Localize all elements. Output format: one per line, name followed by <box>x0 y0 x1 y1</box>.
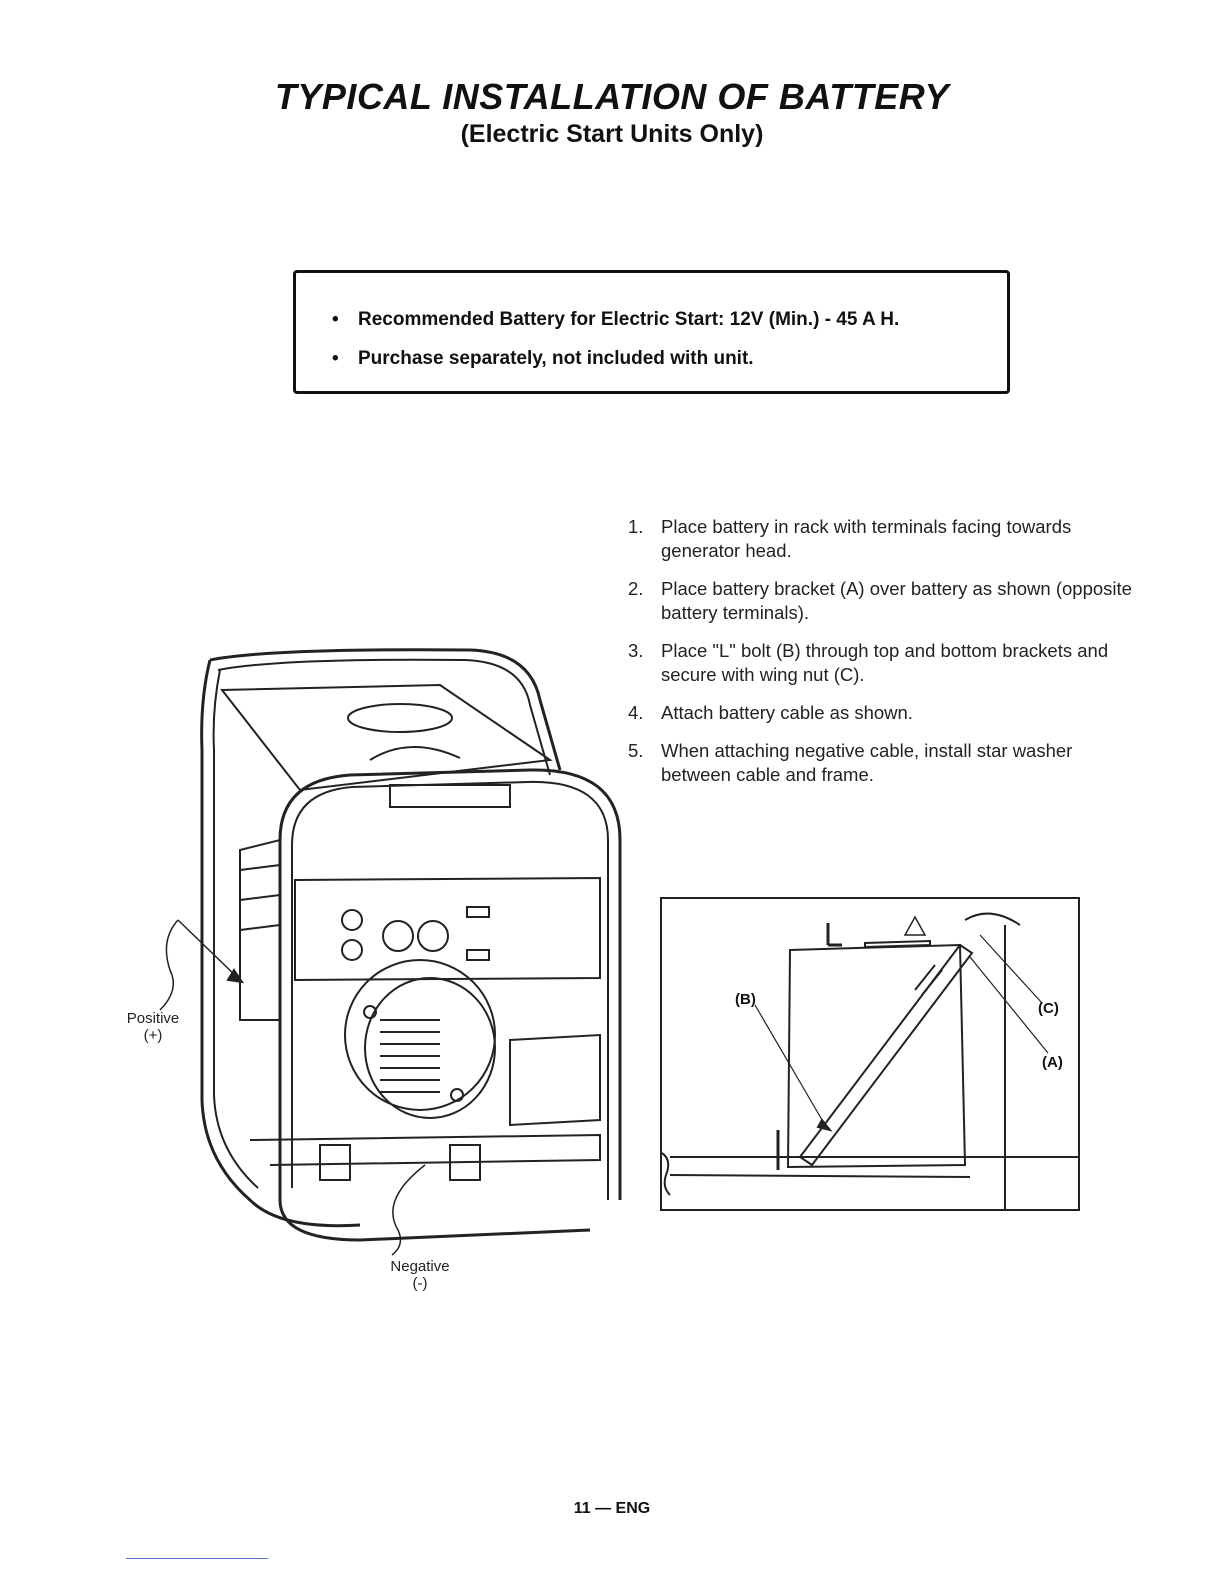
positive-sign-text: (+) <box>143 1027 163 1044</box>
positive-label-text: Positive <box>126 1010 180 1027</box>
step-number: 3. <box>628 640 644 661</box>
negative-terminal-label <box>380 1258 460 1292</box>
page-subtitle: (Electric Start Units Only) <box>460 120 764 148</box>
positive-terminal-label <box>118 1010 188 1044</box>
step-number: 2. <box>628 578 644 599</box>
notice-item <box>332 309 899 331</box>
label-wing-nut-c: (C) <box>1038 1000 1059 1017</box>
negative-sign-text: (-) <box>412 1275 428 1292</box>
step-text: Place battery in rack with terminals facing towards generator head. <box>661 516 1072 561</box>
label-l-bolt-b: (B) <box>735 991 756 1008</box>
battery-bracket-detail <box>660 895 1084 1213</box>
page-number: 11 — ENG <box>573 1500 651 1517</box>
bullet-icon: • <box>332 309 339 330</box>
notice-item-text: Purchase separately, not included with unit. <box>358 348 754 369</box>
step-number: 4. <box>628 702 644 723</box>
footer-rule <box>126 1558 268 1559</box>
step-text: Attach battery cable as shown. <box>661 702 913 723</box>
label-bracket-a: (A) <box>1042 1054 1063 1071</box>
negative-label-text: Negative <box>390 1258 450 1275</box>
step-number: 5. <box>628 740 644 761</box>
battery-notice-box <box>293 270 1010 394</box>
step-item <box>628 739 1138 787</box>
step-text: When attaching negative cable, install star washer between cable and frame. <box>661 740 1073 785</box>
step-text: Place battery bracket (A) over battery as shown (opposite battery terminals). <box>661 578 1132 623</box>
step-item <box>628 639 1138 687</box>
notice-item <box>332 348 899 370</box>
step-number: 1. <box>628 516 644 537</box>
page-title: TYPICAL INSTALLATION OF BATTERY <box>274 76 950 117</box>
step-item <box>628 515 1138 563</box>
generator-illustration <box>130 640 630 1260</box>
notice-item-text: Recommended Battery for Electric Start: 12V (Min.) - 45 A H. <box>358 309 900 330</box>
notice-list <box>332 309 899 387</box>
step-item <box>628 701 1138 725</box>
step-item <box>628 577 1138 625</box>
step-text: Place "L" bolt (B) through top and bottom brackets and secure with wing nut (C). <box>661 640 1109 685</box>
bullet-icon: • <box>332 348 339 369</box>
installation-steps <box>628 515 1138 801</box>
